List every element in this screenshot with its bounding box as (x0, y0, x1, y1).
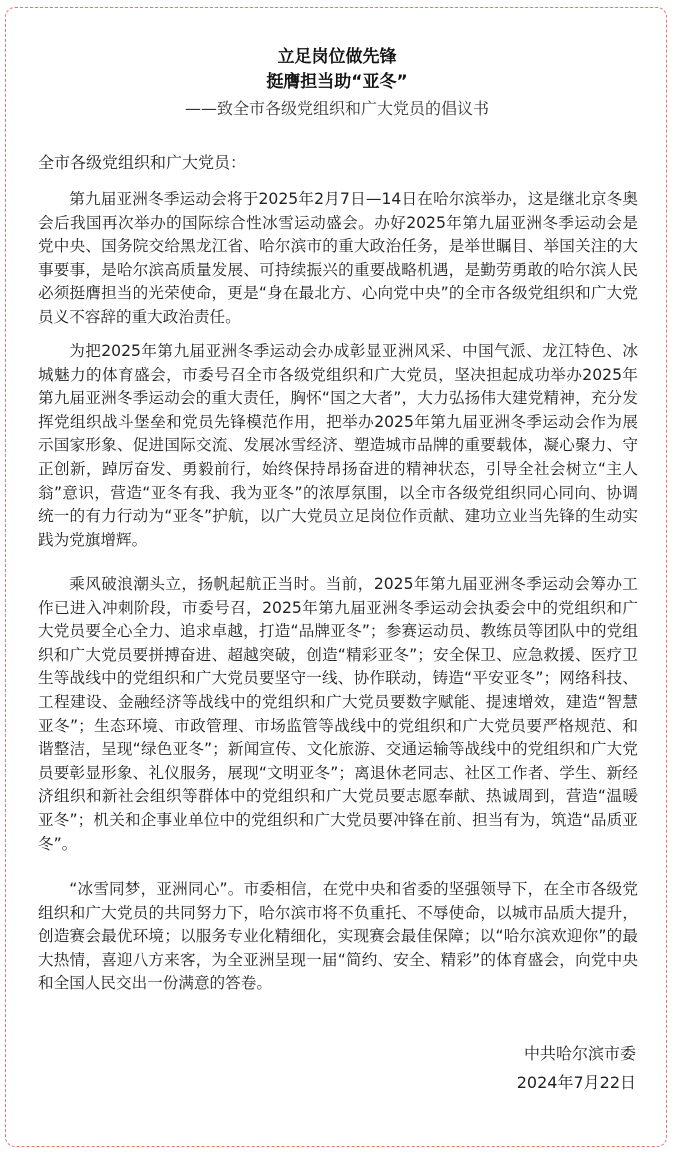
title-line-1: 立足岗位做先锋 (277, 47, 397, 67)
date: 2024年7月22日 (516, 1073, 636, 1092)
paragraph-1: 第九届亚洲冬季运动会将于2025年2月7日—14日在哈尔滨举办，这是继北京冬奥会后我国再次举办的国际综合性冰雪运动盛会。办好2025年第九届亚洲冬季运动会是党中央、国务院交给黑龙江省、哈尔滨市的重大政治任务，是举世瞩目、举国关注的大事要事，是哈尔滨高质量发展、可持续振兴的重要战略机遇，是勤劳勇敢的哈尔滨人民必须挺膺担当的光荣使命，更是“身在最北方、心向党中央”的全市各级党组织和广大党员义不容辞的重大政治责任。 (38, 190, 638, 326)
paragraph-2: 为把2025年第九届亚洲冬季运动会办成彰显亚洲风采、中国气派、龙江特色、冰城魅力的体育盛会，市委号召全市各级党组织和广大党员，坚决担起成功举办2025年第九届亚洲冬季运动会的重大责任，胸怀“国之大者”，大力弘扬伟大建党精神，充分发挥党组织战斗堡垒和党员先锋模范作用，把举办2025年第九届亚洲冬季运动会作为展示国家形象、促进国际交流、发展冰雪经济、塑造城市品牌的重要载体，凝心聚力、守正创新，踔厉奋发、勇毅前行，始终保持昂扬奋进的精神状态，引导全社会树立“主人翁”意识，营造“亚冬有我、我为亚冬”的浓厚氛围，以全市各级党组织同心同向、协调统一的有力行动为“亚冬”护航，以广大党员立足岗位作贡献、建功立业当先锋的生动实践为党旗增辉。 (38, 342, 638, 549)
signature: 中共哈尔滨市委 (523, 1044, 636, 1063)
title-line-2: 挺膺担当助“亚冬” (266, 72, 408, 92)
paragraph-4: “冰雪同梦，亚洲同心”。市委相信，在党中央和省委的坚强领导下，在全市各级党组织和广大党员的共同努力下，哈尔滨市将不负重托、不辱使命，以城市品质大提升，创造赛会最优环境；以服务专业化精细化，实现赛会最佳保障；以“哈尔滨欢迎你”的最大热情，喜迎八方来客，为全亚洲呈现一届“简约、安全、精彩”的体育盛会，向党中央和全国人民交出一份满意的答卷。 (38, 880, 638, 993)
salutation: 全市各级党组织和广大党员： (38, 153, 247, 172)
paragraph-3: 乘风破浪潮头立，扬帆起航正当时。当前，2025年第九届亚洲冬季运动会筹办工作已进入冲刺阶段，市委号召，2025年第九届亚洲冬季运动会执委会中的党组织和广大党员要全心全力、追求卓越，打造“品牌亚冬”；参赛运动员、教练员等团队中的党组织和广大党员要拼搏奋进、超越突破，创造“精彩亚冬”；安全保卫、应急救援、医疗卫生等战线中的党组织和广大党员要坚守一线、协作联动，铸造“平安亚冬”；网络科技、工程建设、金融经济等战线中的党组织和广大党员要数字赋能、提速增效，建造“智慧亚冬”；生态环境、市政管理、市场监管等战线中的党组织和广大党员要严格规范、和谐整洁，呈现“绿色亚冬”；新闻宣传、文化旅游、交通运输等战线中的党组织和广大党员要彰显形象、礼仪服务，展现“文明亚冬”；离退休老同志、社区工作者、学生、新经济组织和新社会组织等群体中的党组织和广大党员要志愿奉献、热诚周到，营造“温暖亚冬”；机关和企事业单位中的党组织和广大党员要冲锋在前、担当有为，筑造“品质亚冬”。 (38, 575, 638, 853)
subtitle: ——致全市各级党组织和广大党员的倡议书 (184, 99, 489, 118)
